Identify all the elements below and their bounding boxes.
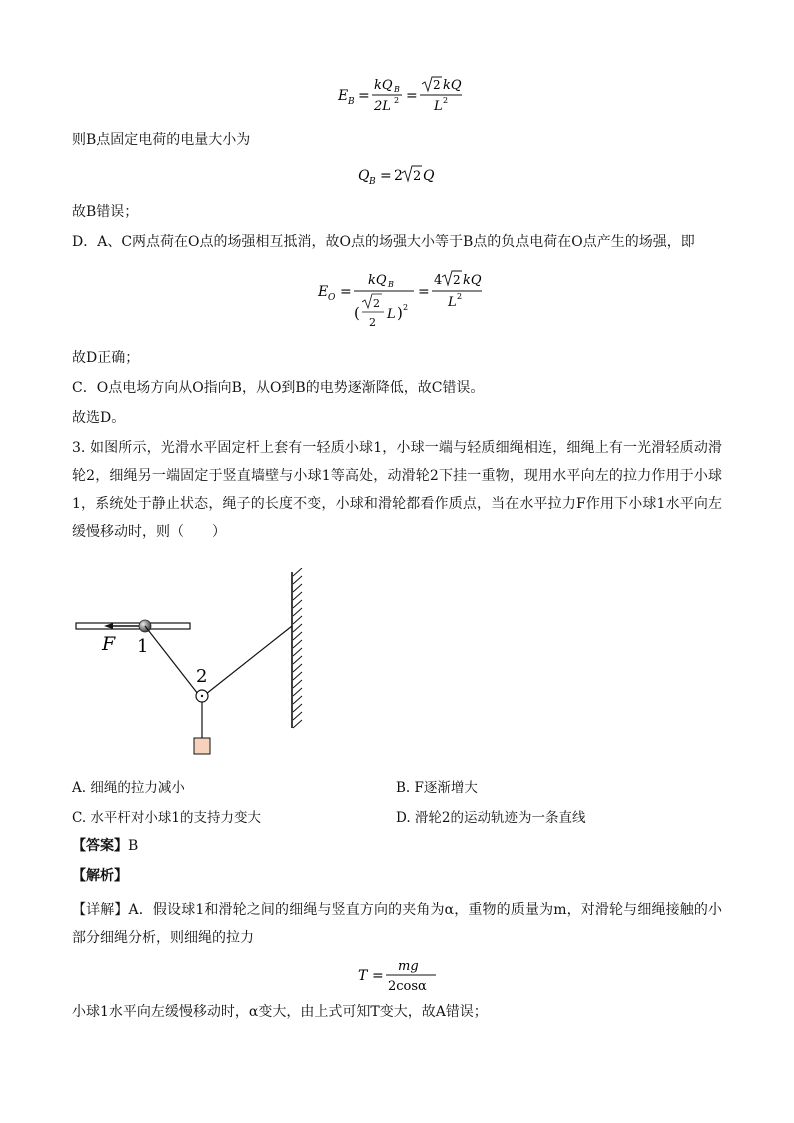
eq3-num2-coef: 4: [434, 273, 443, 288]
eq4-den: 2cosα: [388, 979, 427, 994]
eq2-lhs-sub: B: [369, 177, 376, 187]
eq3-two: 2: [369, 316, 376, 329]
eq3-num2-rad: 2: [453, 273, 461, 287]
eq3-equals-1: =: [340, 284, 352, 300]
eq1-rad: 2: [433, 78, 441, 92]
answer-heading: 【答案】: [72, 838, 128, 854]
equation-tension: [356, 956, 446, 996]
eq1-num1-sub: B: [394, 85, 400, 94]
eq3-paren-close: ): [397, 304, 403, 322]
eq1-equals-2: =: [406, 88, 418, 104]
eq2-equals: =: [380, 168, 392, 184]
eq3-rad: 2: [373, 297, 380, 310]
eq1-lhs-sub: B: [348, 97, 355, 107]
eq3-lhs-sub: O: [328, 293, 336, 303]
eq3-paren-open: (: [354, 304, 360, 322]
equation-field-o: [316, 266, 486, 336]
equation-charge-b: [356, 162, 446, 188]
eq3-L: L: [387, 307, 396, 322]
eq1-den2-sup: 2: [443, 96, 449, 105]
question-text: 3. 如图所示，光滑水平固定杆上套有一轻质小球1，小球一端与轻质细绳相连，细绳上有一光滑轻质动滑轮2，细绳另一端固定于竖直墙壁与小球1等高处，动滑轮2下挂一重物，现用水平向左的拉力作用于小球1，系统处于静止状态，绳子的长度不变，小球和滑轮都看作质点，当在水平拉力F作用下小球1水平向左缓慢移动时，则（ ）: [72, 440, 722, 540]
text-last: 小球1水平向左缓慢移动时，α变大，由上式可知T变大，故A错误；: [72, 1004, 488, 1020]
eq1-lhs: E: [338, 88, 349, 104]
text-c-explain: C．O点电场方向从O指向B，从O到B的电势逐渐降低，故C错误。: [72, 380, 485, 396]
rope-right: [206, 626, 292, 694]
eq4-num: mg: [398, 959, 419, 974]
eq1-den1: 2L: [374, 99, 391, 114]
weight-block: [194, 738, 210, 754]
equation-field-b: [336, 76, 476, 116]
eq4-lhs: T: [358, 968, 368, 984]
answer-line: [72, 836, 138, 856]
physics-figure: [70, 568, 310, 768]
analysis-heading: 【解析】: [72, 868, 128, 884]
eq3-num1: kQ: [368, 273, 387, 288]
eq2-coef: 2: [394, 168, 403, 184]
eq3-num1-sub: B: [388, 280, 394, 289]
eq1-den2: L: [434, 99, 443, 114]
option-a: A. 细绳的拉力减小: [72, 780, 185, 796]
option-b: B. F逐渐增大: [396, 780, 478, 796]
eq4-equals: =: [372, 968, 384, 984]
eq1-den1-sup: 2: [394, 96, 400, 105]
pulley-axle: [201, 695, 203, 697]
option-d: D. 滑轮2的运动轨迹为一条直线: [396, 810, 586, 826]
pulley-label: 2: [196, 666, 208, 687]
eq1-num1: kQ: [374, 78, 393, 93]
eq1-equals-1: =: [358, 88, 370, 104]
text-choose: 故选D。: [72, 410, 126, 426]
eq1-num2: kQ: [443, 78, 462, 93]
eq2-rest: Q: [423, 168, 435, 184]
eq3-equals-2: =: [418, 284, 430, 300]
eq3-num2-rest: kQ: [463, 273, 482, 288]
force-label: F: [102, 633, 116, 655]
rope-left: [145, 626, 198, 694]
ball-label: 1: [137, 636, 149, 657]
option-c: C. 水平杆对小球1的支持力变大: [72, 810, 262, 826]
eq2-lhs: Q: [358, 168, 370, 184]
eq3-den2-sup: 2: [457, 292, 463, 301]
eq3-lhs: E: [318, 284, 329, 300]
text-d-right: 故D正确；: [72, 350, 140, 366]
wall-hatching: [293, 568, 302, 728]
text-d-explain: D．A、C两点荷在O点的场强相互抵消，故O点的场强大小等于B点的负点电荷在O点产生的场强，即: [72, 234, 695, 250]
text-b-wrong: 故B错误；: [72, 204, 139, 220]
analysis-line: [72, 866, 128, 886]
eq3-den2: L: [448, 295, 457, 310]
eq3-sup: 2: [403, 303, 409, 312]
eq2-rad: 2: [413, 169, 422, 184]
answer-value: B: [128, 838, 139, 854]
text-b-intro: 则B点固定电荷的电量大小为: [72, 132, 251, 148]
detail-text: 【详解】A．假设球1和滑轮之间的细绳与竖直方向的夹角为α，重物的质量为m，对滑轮与细绳接触的小部分细绳分析，则细绳的拉力: [72, 902, 722, 946]
